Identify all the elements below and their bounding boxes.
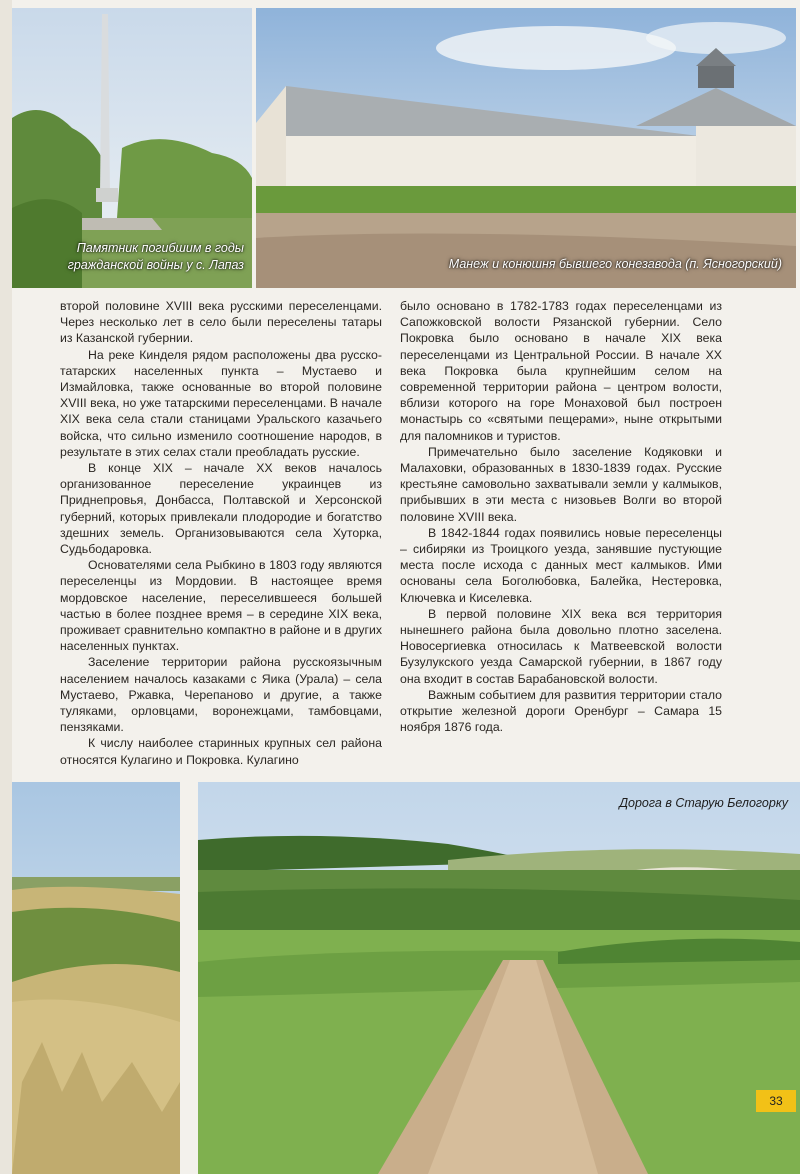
- right-paragraph: было основано в 1782-1783 годах переселенцами из Сапожковской волости Рязанской губернии. Село Покровка было основано в начале XIX века переселенцами из Центральной России. В начале XX века Покровка была крупнейшим селом на современной территории района – центром волости, вблизи которого на горе Монаховой был построен монастырь со «святыми пещерами», ныне открытыми для паломников и туристов.: [400, 299, 722, 443]
- road-caption: Дорога в Старую Белогорку: [619, 796, 788, 810]
- stable-photo: [256, 8, 796, 288]
- steppe-photo: [12, 782, 180, 1174]
- left-paragraph: К числу наиболее старинных крупных сел района относятся Кулагино и Покровка. Кулагино: [60, 736, 382, 767]
- left-paragraph: Основателями села Рыбкино в 1803 году являются переселенцы из Мордовии. В настоящее время мордовское население, переселившееся большей частью в более позднее время – в середине XIX века, проживает сравнительно компактно в районе и в других населенных пунктах.: [60, 558, 382, 654]
- stable-caption: Манеж и конюшня бывшего конезавода (п. Ясногорский): [448, 257, 782, 271]
- left-paragraph: второй половине XVIII века русскими переселенцами. Через несколько лет в село были переселены татары из Казанской губернии.: [60, 299, 382, 346]
- right-paragraph: В первой половине XIX века вся территория нынешнего района была довольно плотно заселена. Новосергиевка относилась к Матвеевской волости Бузулукского уезда Самарской губернии, в 1867 году она входит в состав Барабановской волости.: [400, 606, 722, 686]
- right-paragraph: Примечательно было заселение Кодяковки и Малаховки, образованных в 1830-1839 годах. Русские крестьяне самовольно захватывали земли у калмыков, прибывших в эти места с низовьев Волги во второй половине XVIII века.: [400, 444, 722, 524]
- monument-caption-line2: гражданской войны у с. Лапаз: [67, 257, 244, 272]
- page-gutter: [0, 0, 12, 1174]
- right-text-column: [400, 298, 722, 735]
- right-paragraph: В 1842-1844 годах появились новые переселенцы – сибиряки из Троицкого уезда, занявшие пустующие места после исхода с данных мест калмыков. Ими основаны села Боголюбовка, Балейка, Нестеровка, Ключевка и Киселевка.: [400, 525, 722, 605]
- left-text-column: [60, 298, 382, 768]
- right-paragraph: Важным событием для развития территории стало открытие железной дороги Оренбург – Самара 15 ноября 1876 года.: [400, 687, 722, 735]
- left-paragraph: На реке Кинделя рядом расположены два русско-татарских населенных пункта – Мустаево и Измайловка, также основанные во второй половине XVIII века, но уже татарскими переселенцами. В начале XIX века села стали станицами Уральского казачьего войска, что сильно изменило соотношение народов, в результате в этих селах стали преобладать русские.: [60, 347, 382, 459]
- road-photo: [198, 782, 800, 1174]
- monument-caption-line1: Памятник погибшим в годы: [76, 241, 244, 255]
- left-paragraph: Заселение территории района русскоязычным населением началось казаками с Яика (Урала) – села Мустаево, Ржавка, Черепаново и другие, а также туляками, орловцами, воронежцами, тамбовцами, пензяками.: [60, 655, 382, 735]
- monument-caption: [30, 240, 244, 274]
- page-number: 33: [756, 1090, 796, 1112]
- left-paragraph: В конце XIX – начале XX веков началось организованное переселение украинцев из Приднепровья, Донбасса, Полтавской и Херсонской губерний, которых привлекали плодородие и богатство здешних земель. Организовываются села Хуторка, Судьбодаровка.: [60, 461, 382, 557]
